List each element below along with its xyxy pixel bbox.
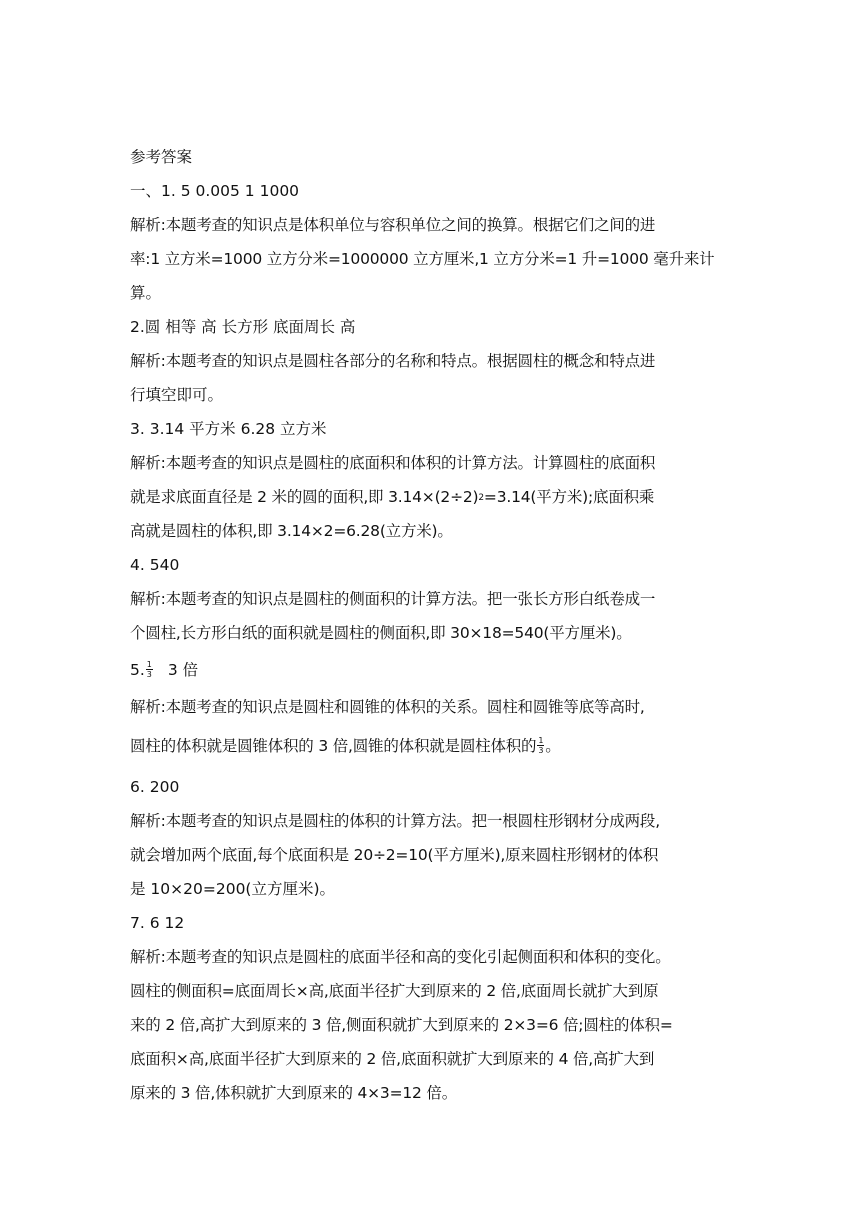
answer-7-heading: 7. 6 12 [130, 914, 185, 932]
answer-3-analysis-line-1: 解析:本题考查的知识点是圆柱的底面积和体积的计算方法。计算圆柱的底面积 [130, 454, 656, 472]
answer-7-analysis-line-5: 原来的 3 倍,体积就扩大到原来的 4×3=12 倍。 [130, 1084, 458, 1102]
fraction-numerator: 1 [538, 736, 544, 745]
answer-7-analysis-line-4: 底面积×高,底面半径扩大到原来的 2 倍,底面积就扩大到原来的 4 倍,高扩大到 [130, 1050, 655, 1068]
answer-7-analysis-line-2: 圆柱的侧面积=底面周长×高,底面半径扩大到原来的 2 倍,底面周长就扩大到原 [130, 982, 659, 1000]
fraction-denominator: 3 [146, 670, 152, 679]
answer-6-analysis-line-3: 是 10×20=200(立方厘米)。 [130, 880, 336, 898]
answer-6-analysis-line-1: 解析:本题考查的知识点是圆柱的体积的计算方法。把一根圆柱形钢材分成两段, [130, 812, 660, 830]
answer-5-heading [130, 659, 198, 681]
answer-2-heading: 2.圆 相等 高 长方形 底面周长 高 [130, 318, 356, 336]
answer-7-analysis-line-1: 解析:本题考查的知识点是圆柱的底面半径和高的变化引起侧面积和体积的变化。 [130, 948, 671, 966]
answer-6-analysis-line-2: 就会增加两个底面,每个底面积是 20÷2=10(平方厘米),原来圆柱形钢材的体积 [130, 846, 659, 864]
answer-3-analysis-line-2 [130, 486, 654, 511]
fraction-numerator: 1 [146, 660, 152, 669]
answer-2-analysis-line-2: 行填空即可。 [130, 386, 224, 404]
answer-3-heading: 3. 3.14 平方米 6.28 立方米 [130, 420, 327, 438]
answer-1-heading: 一、1. 5 0.005 1 1000 [130, 182, 300, 200]
answer-5-number: 5. [130, 661, 145, 679]
answer-3-analysis-line-2-text: 就是求底面直径是 2 米的圆的面积,即 3.14×(2÷2) [130, 488, 479, 506]
exponent: 2 [478, 493, 484, 503]
answer-1-analysis-line-3: 算。 [130, 284, 162, 302]
answer-3-analysis-line-3: 高就是圆柱的体积,即 3.14×2=6.28(立方米)。 [130, 522, 453, 540]
answer-3-analysis-line-2-tail: =3.14(平方米);底面积乘 [483, 488, 655, 506]
answer-4-analysis-line-1: 解析:本题考查的知识点是圆柱的侧面积的计算方法。把一张长方形白纸卷成一 [130, 590, 656, 608]
fraction-denominator: 3 [538, 746, 544, 755]
answer-5-value: 3 倍 [167, 661, 199, 679]
answer-5-analysis-line-1: 解析:本题考查的知识点是圆柱和圆锥的体积的关系。圆柱和圆锥等底等高时, [130, 698, 645, 716]
document-title: 参考答案 [130, 148, 193, 166]
answer-4-heading: 4. 540 [130, 556, 180, 574]
answer-6-heading: 6. 200 [130, 778, 180, 796]
answer-2-analysis-line-1: 解析:本题考查的知识点是圆柱各部分的名称和特点。根据圆柱的概念和特点进 [130, 352, 656, 370]
answer-1-analysis-line-2: 率:1 立方米=1000 立方分米=1000000 立方厘米,1 立方分米=1 升=1000 毫升来计 [130, 250, 715, 268]
answer-5-analysis-line-2 [130, 735, 561, 757]
answer-5-analysis-line-2-text: 圆柱的体积就是圆锥体积的 3 倍,圆锥的体积就是圆柱体积的 [130, 737, 537, 755]
answer-4-analysis-line-2: 个圆柱,长方形白纸的面积就是圆柱的侧面积,即 30×18=540(平方厘米)。 [130, 624, 632, 642]
answer-1-analysis-line-1: 解析:本题考查的知识点是体积单位与容积单位之间的换算。根据它们之间的进 [130, 216, 656, 234]
answer-7-analysis-line-3: 来的 2 倍,高扩大到原来的 3 倍,侧面积就扩大到原来的 2×3=6 倍;圆柱的体积= [130, 1016, 673, 1034]
fraction-one-third [146, 660, 153, 679]
fraction-one-third [537, 736, 544, 755]
answer-5-analysis-line-2-tail: 。 [545, 737, 561, 755]
